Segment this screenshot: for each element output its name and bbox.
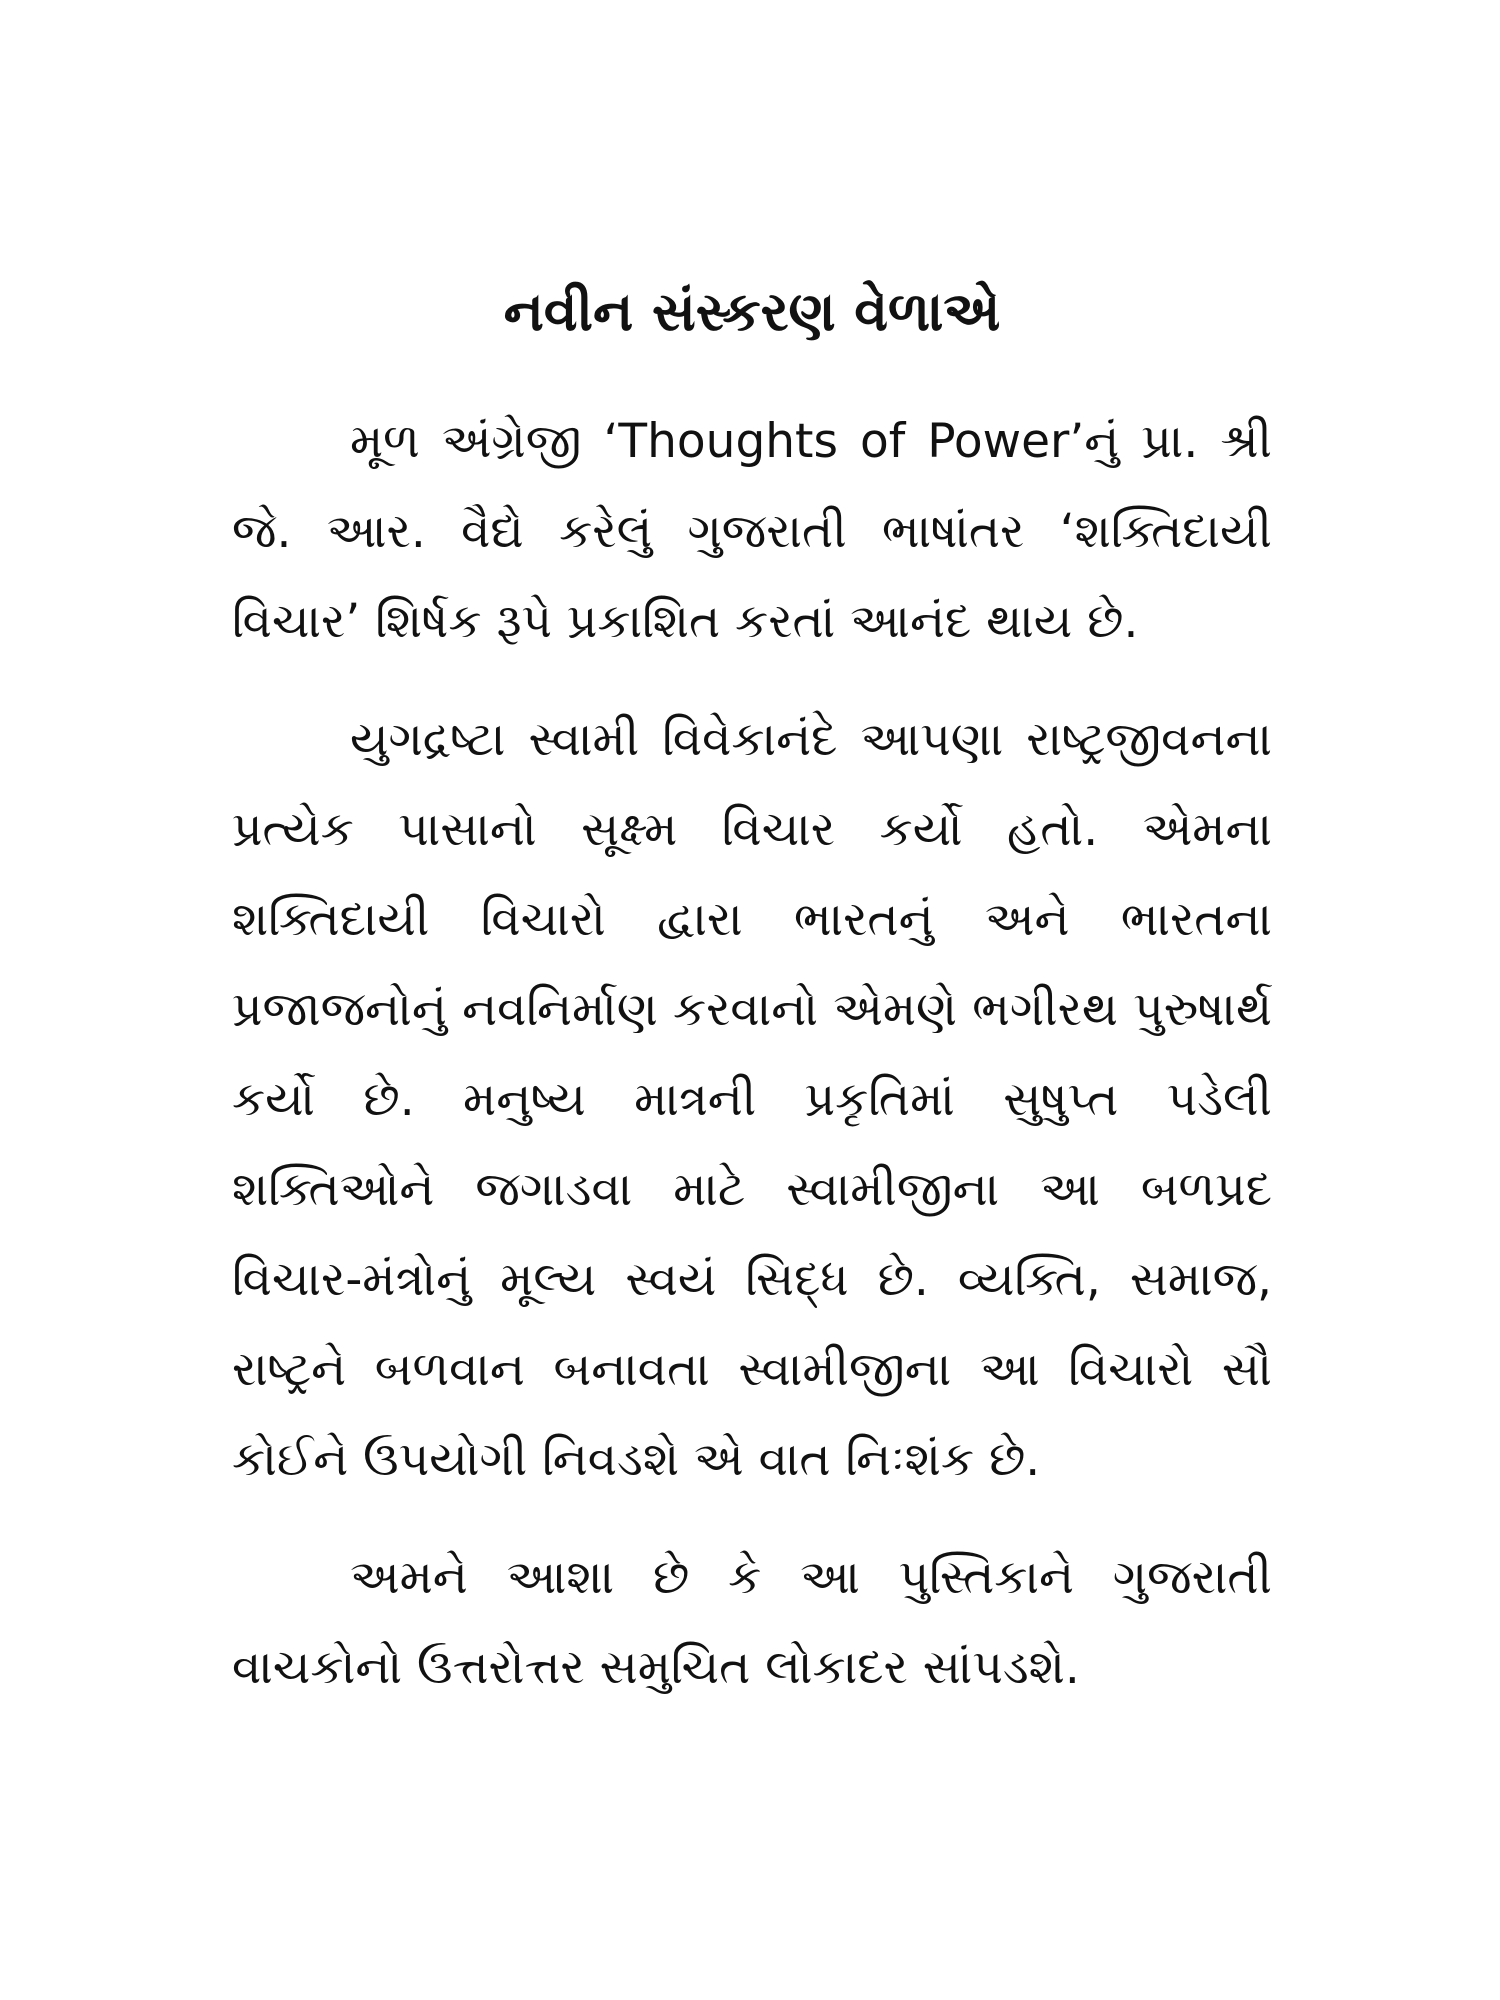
paragraph-1: મૂળ અંગ્રેજી ‘Thoughts of Power’નું પ્રા. શ્રી જે. આર. વૈદ્યે કરેલું ગુજરાતી ભાષાંતર ‘શક્તિદાયી વિચાર’ શિર્ષક રૂપે પ્રકાશિત કરતાં આનંદ થાય છે. bbox=[232, 413, 1272, 649]
page-title: નવીન સંસ્કરણ વેળાએ bbox=[503, 280, 1001, 343]
paragraph-3: અમને આશા છે કે આ પુસ્તિકાને ગુજરાતી વાચકોનો ઉત્તરોત્તર સમુચિત લોકાદર સાંપડશે. bbox=[232, 1549, 1272, 1695]
paragraph-2: યુગદ્રષ્ટા સ્વામી વિવેકાનંદે આપણા રાષ્ટ્રજીવનના પ્રત્યેક પાસાનો સૂક્ષ્મ વિચાર કર્યો હતો. એમના શક્તિદાયી વિચારો દ્વારા ભારતનું અને ભારતના પ્રજાજનોનું નવનિર્માણ કરવાનો એમણે ભગીરથ પુરુષાર્થ કર્યો છે. મનુષ્ય માત્રની પ્રકૃતિમાં સુષુપ્ત પડેલી શક્તિઓને જગાડવા માટે સ્વામીજીના આ બળપ્રદ વિચાર-મંત્રોનું મૂલ્ય સ્વયં સિદ્ધ છે. વ્યક્તિ, સમાજ, રાષ્ટ્રને બળવાન બનાવતા સ્વામીજીના આ વિચારો સૌ કોઈને ઉપયોગી નિવડશે એ વાત નિઃશંક છે. bbox=[232, 711, 1272, 1487]
document-page bbox=[232, 280, 1272, 1741]
